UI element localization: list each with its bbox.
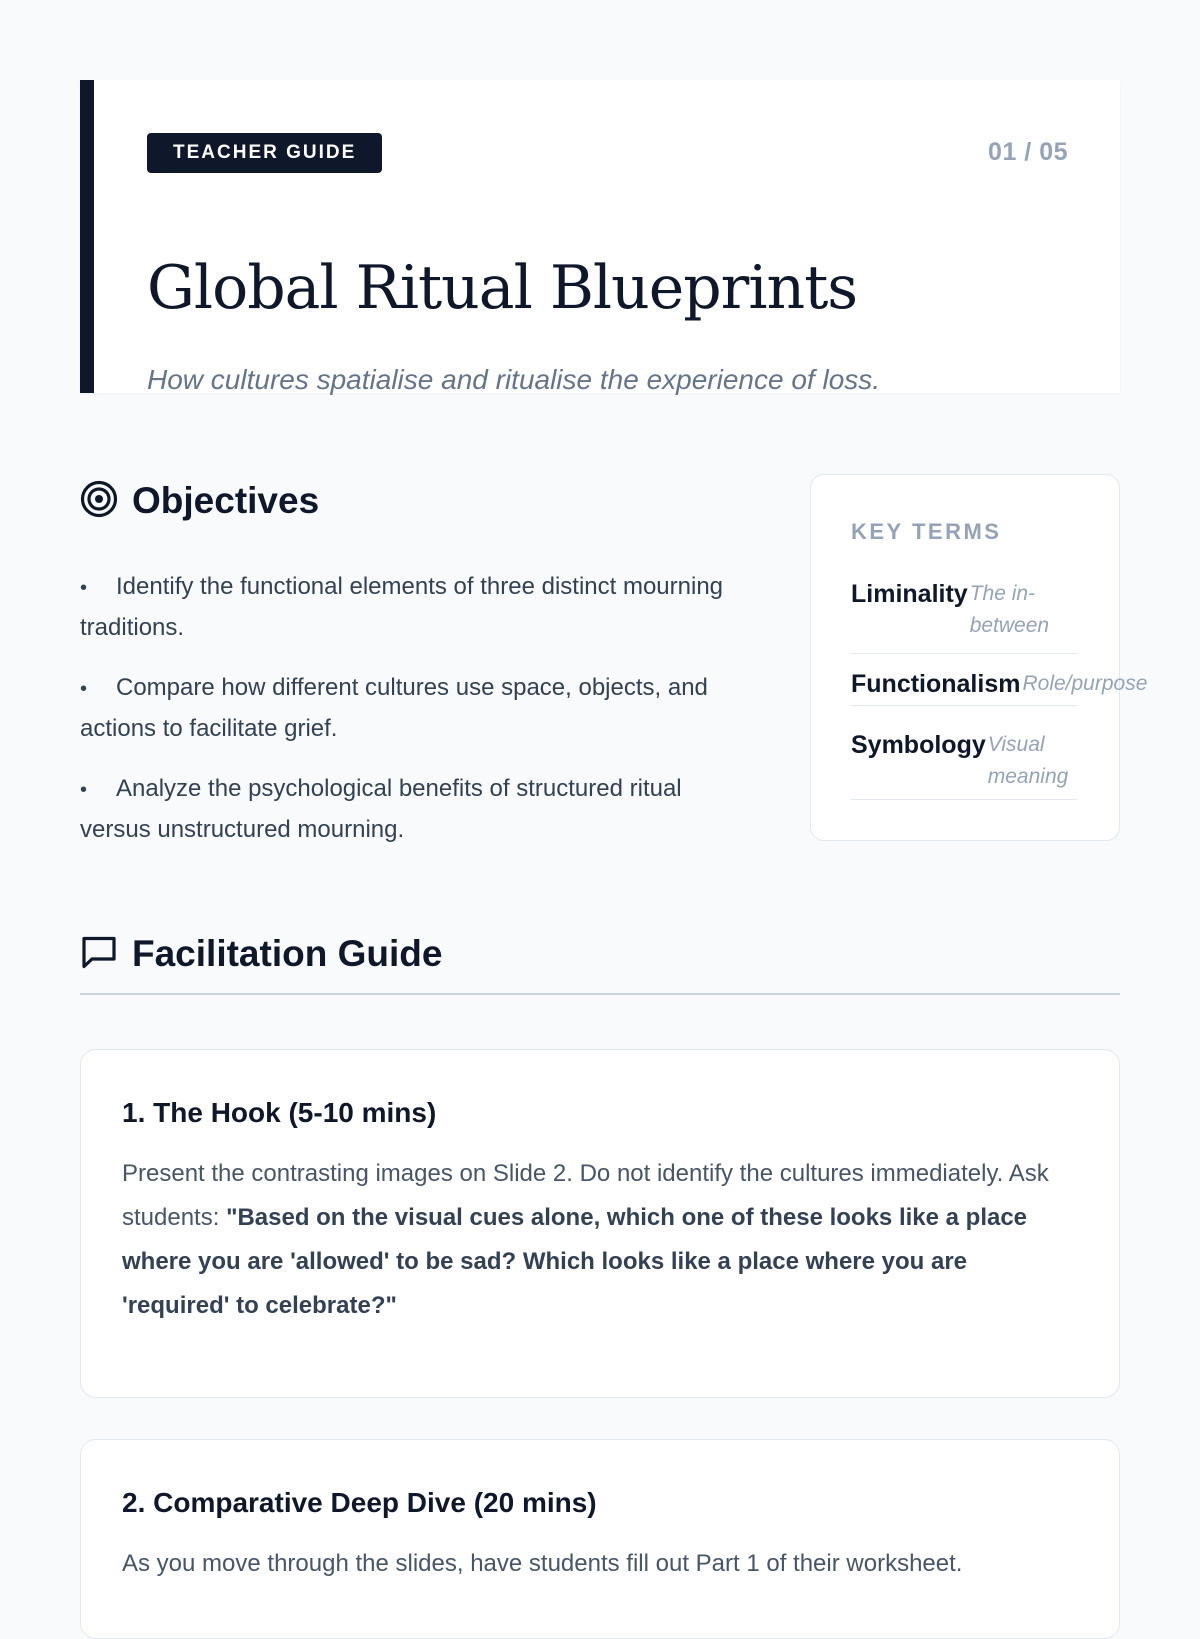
facilitation-step-card	[80, 1439, 1120, 1639]
header-card	[80, 80, 1120, 393]
key-term-definition: The in-between	[969, 582, 1050, 637]
teacher-guide-badge: TEACHER GUIDE	[147, 133, 382, 173]
target-icon	[80, 480, 118, 523]
key-term-row	[851, 668, 1148, 706]
key-term-row	[851, 729, 1077, 800]
key-term-row	[851, 578, 1077, 654]
list-item	[80, 769, 740, 850]
step-text: As you move through the slides, have students fill out Part 1 of their worksheet.	[122, 1550, 963, 1577]
key-term: Functionalism	[851, 670, 1021, 698]
list-item	[80, 567, 740, 648]
step-instruction: Present the contrasting images on Slide 2. Do not identify the cultures immediately. Ask students:	[122, 1160, 1049, 1231]
objective-text: Identify the functional elements of three distinct mourning traditions.	[80, 573, 724, 641]
facilitation-heading	[80, 931, 442, 977]
objective-text: Analyze the psychological benefits of structured ritual versus unstructured mourning.	[80, 775, 682, 843]
key-term-definition: Visual meaning	[987, 733, 1069, 788]
bullet	[80, 769, 116, 810]
step-quote: "Based on the visual cues alone, which one of these looks like a place where you are 'allowed' to be sad? Which looks like a place where you are 'required' to celebrate?"	[122, 1204, 1028, 1319]
bullet	[80, 567, 116, 608]
chat-bubble-icon	[80, 933, 118, 976]
step-text	[122, 1152, 1079, 1328]
key-term-definition: Role/purpose	[1022, 672, 1148, 695]
page-subtitle: How cultures spatialise and ritualise the experience of loss.	[147, 364, 881, 395]
step-title: 1. The Hook (5-10 mins)	[122, 1097, 437, 1128]
step-title: 2. Comparative Deep Dive (20 mins)	[122, 1487, 597, 1518]
objective-text: Compare how different cultures use space, objects, and actions to facilitate grief.	[80, 674, 708, 742]
objectives-heading	[80, 478, 319, 524]
key-terms-title: KEY TERMS	[851, 519, 1002, 544]
slide-counter: 01 / 05	[988, 138, 1068, 166]
facilitation-title: Facilitation Guide	[132, 933, 443, 974]
objectives-title: Objectives	[132, 480, 320, 521]
section-divider	[80, 993, 1120, 995]
objectives-list	[80, 567, 740, 870]
bullet	[80, 668, 116, 709]
key-terms-card	[810, 474, 1148, 841]
key-term: Symbology	[851, 731, 986, 759]
page-title: Global Ritual Blueprints	[147, 253, 858, 323]
list-item	[80, 668, 740, 749]
facilitation-step-card	[80, 1049, 1120, 1398]
key-term: Liminality	[851, 580, 968, 608]
